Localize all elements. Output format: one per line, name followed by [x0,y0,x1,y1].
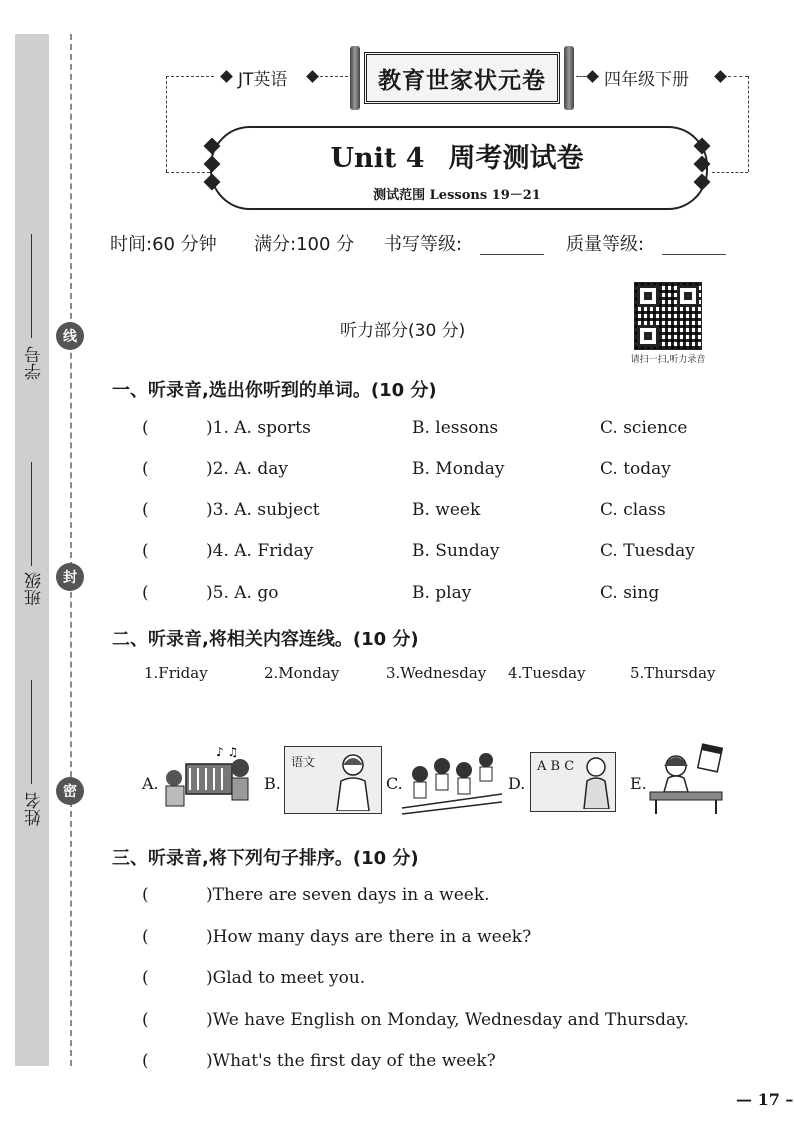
class-label: 班级 [25,572,45,606]
option-a: )2. A. day [206,459,288,479]
series-title: 教育世家状元卷 [364,52,560,104]
seal-seal: 封 [56,563,84,591]
header-dash-left [166,76,214,77]
time-limit: 时间:60 分钟 [110,234,217,255]
name-label: 姓名 [25,792,45,826]
class-blank [31,462,32,566]
list-item: ( )5. A. go B. play C. sing [142,583,660,603]
picture-e[interactable]: E. [630,740,726,820]
list-item: ( )How many days are there in a week? [142,927,532,947]
test-scope: 测试范围 Lessons 19－21 [373,188,541,203]
seal-line: 线 [56,322,84,350]
sentence: )How many days are there in a week? [206,927,532,947]
option-a: )1. A. sports [206,418,311,438]
header-dash-right [728,76,748,77]
qr-note: 请扫一扫,听力录音 [630,355,706,365]
test-title: 周考测试卷 [448,143,584,174]
diamond-icon [306,70,319,83]
qr-finder [637,285,659,307]
writing-grade-label: 书写等级: [384,234,463,255]
diamond-icon [714,70,727,83]
picture-c[interactable]: C. [386,740,504,820]
calendar-girl-icon [648,740,724,816]
english-class-board: A B C [530,752,616,812]
list-item: ( )2. A. day B. Monday C. today [142,459,671,479]
list-item: ( )4. A. Friday B. Sunday C. Tuesday [142,541,695,561]
qr-code-icon[interactable] [634,282,702,350]
option-c: C. science [600,418,688,438]
seal-secret: 密 [56,777,84,805]
teacher-icon [579,755,613,809]
day-word-tuesday[interactable]: 4.Tuesday [508,664,586,682]
option-a: )4. A. Friday [206,541,314,561]
day-word-thursday[interactable]: 5.Thursday [630,664,716,682]
option-b: B. week [412,500,481,520]
name-blank [31,680,32,784]
series-banner [350,46,574,110]
option-a: )3. A. subject [206,500,320,520]
writing-grade-blank[interactable] [480,254,544,255]
day-word-monday[interactable]: 2.Monday [264,664,340,682]
scroll-roll-icon [350,46,360,110]
music-class-icon [160,742,256,814]
header-dash [576,76,586,77]
day-word-wednesday[interactable]: 3.Wednesday [386,664,487,682]
teacher-icon [329,751,377,811]
list-item: ( )There are seven days in a week. [142,885,490,905]
diamond-icon [586,70,599,83]
quality-grade-label: 质量等级: [566,234,645,255]
section2-title: 二、听录音,将相关内容连线。(10 分) [112,629,419,650]
page-title [210,136,704,175]
qr-finder [637,325,659,347]
day-word-friday[interactable]: 1.Friday [144,664,208,682]
sentence: )There are seven days in a week. [206,885,490,905]
diamond-icon [220,70,233,83]
option-b: B. Monday [412,459,505,479]
picture-d[interactable]: D. A B C [508,740,626,820]
option-b: B. Sunday [412,541,500,561]
scroll-roll-icon [564,46,574,110]
section3-title: 三、听录音,将下列句子排序。(10 分) [112,848,419,869]
header-dash [320,76,348,77]
option-b: B. lessons [412,418,499,438]
student-id-blank [31,234,32,338]
unit-label: Unit 4 [330,143,425,174]
option-a: )5. A. go [206,583,279,603]
option-c: C. class [600,500,666,520]
listening-part-title: 听力部分(30 分) [340,321,466,341]
sentence: )Glad to meet you. [206,968,366,988]
binding-gutter [15,34,49,1066]
grade-tag: 四年级下册 [604,70,689,90]
sentence: )What's the first day of the week? [206,1051,496,1071]
svg-text:♪ ♫: ♪ ♫ [216,745,239,759]
section1-title: 一、听录音,选出你听到的单词。(10 分) [112,380,437,401]
subject-tag: JT英语 [238,70,288,90]
full-score: 满分:100 分 [254,234,355,255]
pe-class-icon [402,744,502,816]
option-b: B. play [412,583,472,603]
page-number: — 17 – [736,1090,794,1109]
sentence: )We have English on Monday, Wednesday and Thursday. [206,1010,689,1030]
chinese-class-board: 语文 [284,746,382,814]
option-c: C. today [600,459,671,479]
qr-finder [677,285,699,307]
option-c: C. Tuesday [600,541,695,561]
student-id-label: 学号 [25,346,45,380]
list-item: ( )What's the first day of the week? [142,1051,496,1071]
picture-b[interactable]: B. 语文 [264,740,382,820]
list-item: ( )Glad to meet you. [142,968,366,988]
picture-a[interactable]: A. ♪ ♫ [142,740,260,820]
option-c: C. sing [600,583,660,603]
cut-line [70,34,72,1066]
list-item: ( )3. A. subject B. week C. class [142,500,666,520]
header-dash-left-bottom [166,172,210,173]
header-dash-right-bottom [712,172,748,173]
header-dash-left-vertical [166,76,167,172]
list-item: ( )1. A. sports B. lessons C. science [142,418,688,438]
list-item: ( )We have English on Monday, Wednesday and Thursday. [142,1010,689,1030]
header-dash-right-vertical [748,76,749,172]
quality-grade-blank[interactable] [662,254,726,255]
